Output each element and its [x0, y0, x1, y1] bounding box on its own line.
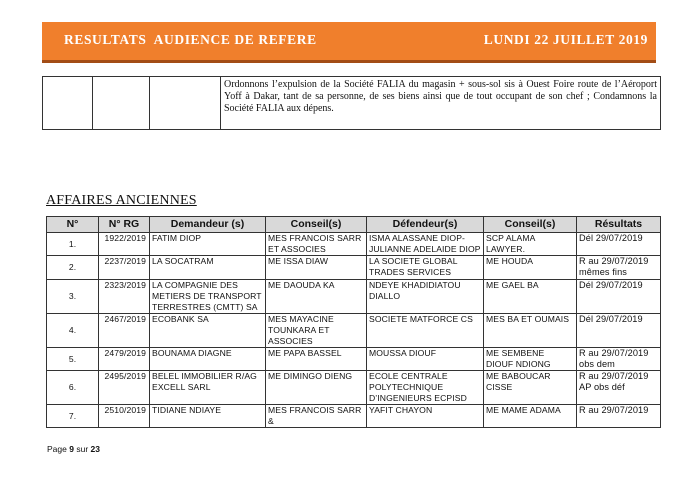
table-row: [47, 348, 661, 371]
col-header-num: N°: [47, 217, 99, 233]
cell-defendeur: YAFIT CHAYON: [367, 405, 484, 428]
cell-conseil-dem: ME DIMINGO DIENG: [266, 371, 367, 405]
cell-resultat: R au 29/07/2019: [577, 405, 661, 428]
col-header-defendeur: Défendeur(s): [367, 217, 484, 233]
cell-defendeur: LA SOCIETE GLOBAL TRADES SERVICES: [367, 256, 484, 280]
cell-num: 3.: [47, 280, 99, 314]
cell-conseil-def: ME HOUDA: [484, 256, 577, 280]
decision-text: Ordonnons l’expulsion de la Société FALIA du magasin + sous-sol sis à Ouest Foire route de l’Aéroport Yoff à Dakar, tant de sa personne, de ses biens ainsi que de tout occupant de son chef ; Condamnons la Société FALIA aux dépens.: [221, 77, 661, 130]
header-date: LUNDI 22 JUILLET 2019: [483, 32, 648, 47]
cell-resultat: Dél 29/07/2019: [577, 233, 661, 256]
cell-conseil-def: ME GAEL BA: [484, 280, 577, 314]
cell-demandeur: LA SOCATRAM: [150, 256, 266, 280]
col-header-conseil-def: Conseil(s): [484, 217, 577, 233]
cell-conseil-dem: ME PAPA BASSEL: [266, 348, 367, 371]
cell-resultat: Dél 29/07/2019: [577, 280, 661, 314]
cell-rg: 2237/2019: [99, 256, 150, 280]
cell-demandeur: BELEL IMMOBILIER R/AG EXCELL SARL: [150, 371, 266, 405]
table-row: [43, 77, 661, 130]
cell-conseil-dem: ME DAOUDA KA: [266, 280, 367, 314]
cell-defendeur: NDEYE KHADIDIATOU DIALLO: [367, 280, 484, 314]
cell-resultat: R au 29/07/2019 mêmes fins: [577, 256, 661, 280]
cell-rg: 2323/2019: [99, 280, 150, 314]
table-row: [47, 405, 661, 428]
cell-conseil-def: ME SEMBENE DIOUF NDIONG: [484, 348, 577, 371]
table-row: [47, 256, 661, 280]
cell-resultat: Dél 29/07/2019: [577, 314, 661, 348]
cell-num: 4.: [47, 314, 99, 348]
table-row: [47, 280, 661, 314]
cell-defendeur: MOUSSA DIOUF: [367, 348, 484, 371]
cell-num: 1.: [47, 233, 99, 256]
cell-rg: 2479/2019: [99, 348, 150, 371]
cell-num: 5.: [47, 348, 99, 371]
cell-rg: 2467/2019: [99, 314, 150, 348]
page-footer: [47, 444, 100, 454]
cell-defendeur: ISMA ALASSANE DIOP-JULIANNE ADELAIDE DIOP: [367, 233, 484, 256]
previous-case-table: [42, 76, 661, 130]
cell-defendeur: ECOLE CENTRALE POLYTECHNIQUE D’INGENIEURS ECPISD: [367, 371, 484, 405]
col-header-conseil-dem: Conseil(s): [266, 217, 367, 233]
cell-conseil-dem: MES FRANCOIS SARR ET ASSOCIES: [266, 233, 367, 256]
cell-conseil-dem: MES MAYACINE TOUNKARA ET ASSOCIES: [266, 314, 367, 348]
cell-resultat: R au 29/07/2019 AP obs déf: [577, 371, 661, 405]
section-title: AFFAIRES ANCIENNES: [46, 193, 197, 208]
cell-num: 2.: [47, 256, 99, 280]
cell-rg: 2510/2019: [99, 405, 150, 428]
table-row: [47, 314, 661, 348]
empty-cell: [150, 77, 221, 130]
col-header-rg: N° RG: [99, 217, 150, 233]
header-title: RESULTATS AUDIENCE DE REFERE: [64, 32, 317, 47]
table-row: [47, 371, 661, 405]
cell-conseil-def: MES BA ET OUMAIS: [484, 314, 577, 348]
header-banner: [42, 22, 656, 63]
empty-cell: [93, 77, 150, 130]
sur-label: sur: [76, 444, 89, 454]
cell-defendeur: SOCIETE MATFORCE CS: [367, 314, 484, 348]
cell-conseil-def: SCP ALAMA LAWYER.: [484, 233, 577, 256]
cell-demandeur: ECOBANK SA: [150, 314, 266, 348]
cell-demandeur: FATIM DIOP: [150, 233, 266, 256]
col-header-resultats: Résultats: [577, 217, 661, 233]
page-current: 9: [69, 444, 74, 454]
cell-conseil-def: ME MAME ADAMA: [484, 405, 577, 428]
cell-conseil-def: ME BABOUCAR CISSE: [484, 371, 577, 405]
table-header-row: [47, 217, 661, 233]
cell-num: 6.: [47, 371, 99, 405]
cell-resultat: R au 29/07/2019 obs dem: [577, 348, 661, 371]
cases-table: [46, 216, 661, 428]
cell-conseil-dem: MES FRANCOIS SARR &: [266, 405, 367, 428]
cell-demandeur: TIDIANE NDIAYE: [150, 405, 266, 428]
empty-cell: [43, 77, 93, 130]
page-label: Page: [47, 444, 67, 454]
cell-rg: 1922/2019: [99, 233, 150, 256]
cell-conseil-dem: ME ISSA DIAW: [266, 256, 367, 280]
page-total: 23: [90, 444, 100, 454]
table-row: [47, 233, 661, 256]
cell-num: 7.: [47, 405, 99, 428]
cell-rg: 2495/2019: [99, 371, 150, 405]
col-header-demandeur: Demandeur (s): [150, 217, 266, 233]
cell-demandeur: LA COMPAGNIE DES METIERS DE TRANSPORT TERRESTRES (CMTT) SA: [150, 280, 266, 314]
cell-demandeur: BOUNAMA DIAGNE: [150, 348, 266, 371]
